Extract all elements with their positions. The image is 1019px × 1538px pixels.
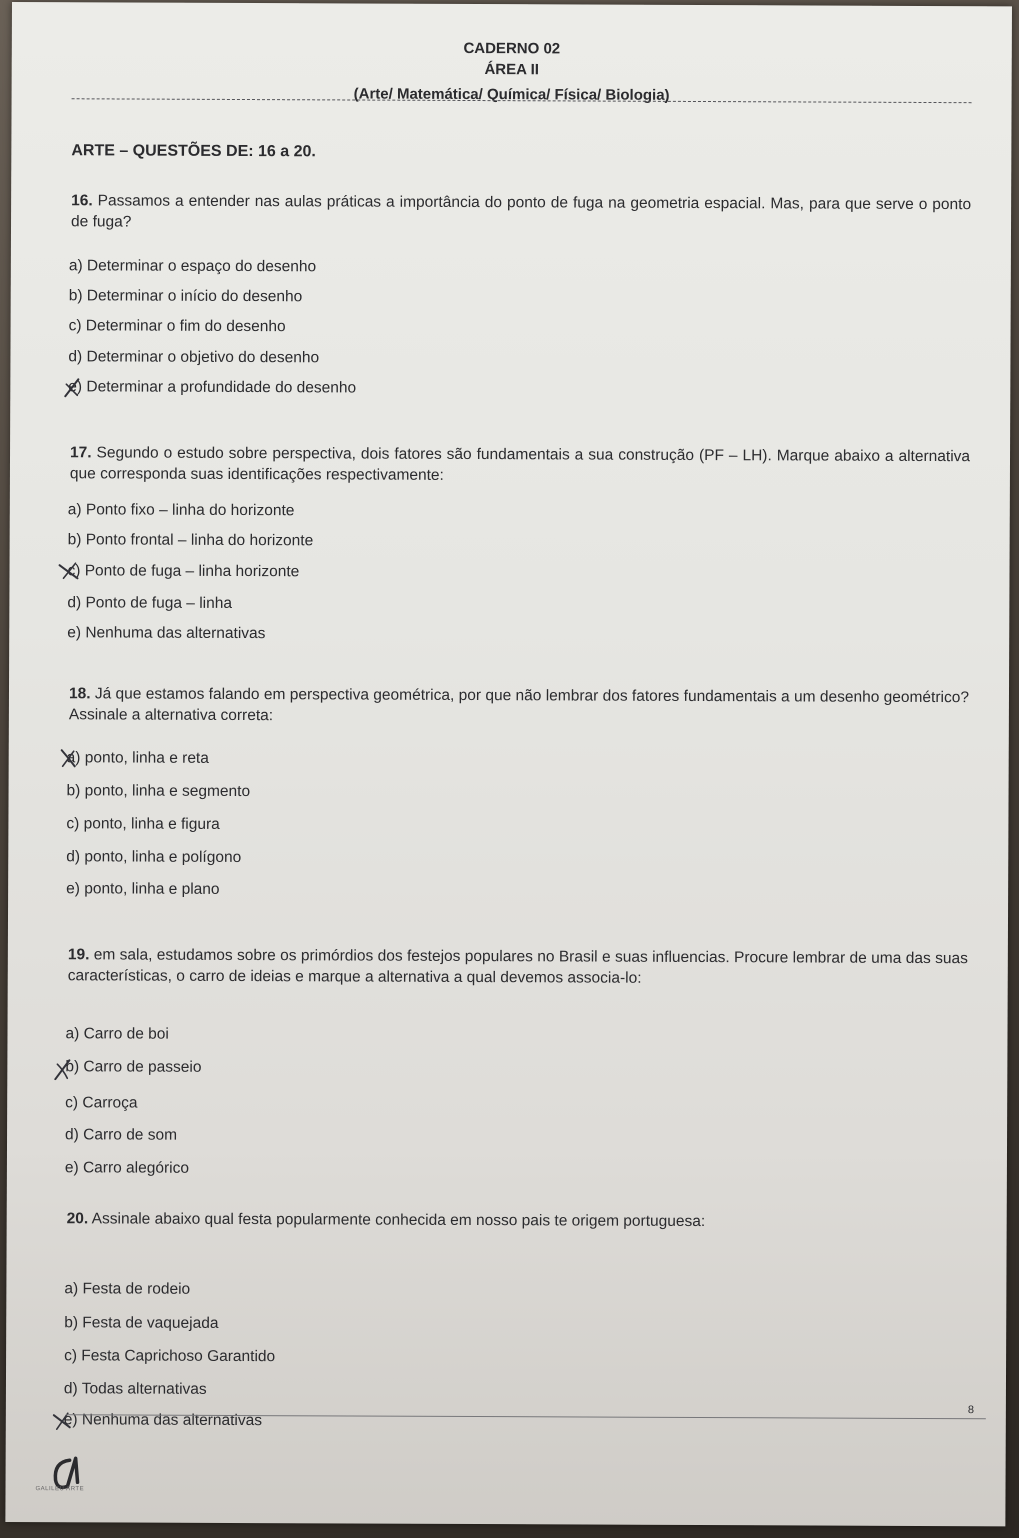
question-number: 19. (67, 946, 90, 964)
q19-option-a[interactable]: a) Carro de boi (65, 1025, 169, 1043)
logo-caption: GALILEU ARTE (35, 1486, 85, 1493)
q17-option-a[interactable]: a) Ponto fixo – linha do horizonte (67, 501, 295, 520)
question-19-text (68, 944, 968, 990)
question-17-text (70, 442, 970, 488)
q20-option-a[interactable]: a) Festa de rodeio (64, 1280, 191, 1298)
q16-option-e[interactable]: e) Determinar a profundidade do desenho (68, 378, 357, 397)
q16-option-d[interactable]: d) Determinar o objetivo do desenho (68, 348, 320, 367)
question-statement: Segundo o estudo sobre perspectiva, dois fatores são fundamentais a sua construção (PF – LH). Marque abaixo a alternativa que corresponda suas identificações respectivamente: (69, 444, 971, 484)
q19-option-c[interactable]: c) Carroça (65, 1094, 138, 1112)
q20-option-c[interactable]: c) Festa Caprichoso Garantido (64, 1347, 276, 1366)
q18-option-d[interactable]: d) ponto, linha e polígono (66, 848, 242, 867)
q20-option-d[interactable]: d) Todas alternativas (63, 1380, 207, 1398)
q18-option-b[interactable]: b) ponto, linha e segmento (66, 782, 251, 801)
question-number: 20. (66, 1210, 89, 1228)
question-18-text (69, 683, 969, 729)
q18-option-c[interactable]: c) ponto, linha e figura (66, 815, 220, 833)
q17-option-d[interactable]: d) Ponto de fuga – linha (67, 594, 233, 612)
q16-option-c[interactable]: c) Determinar o fim do desenho (68, 317, 286, 336)
q19-option-e[interactable]: e) Carro alegórico (64, 1159, 190, 1177)
q16-option-a[interactable]: a) Determinar o espaço do desenho (68, 257, 317, 276)
exam-sheet (5, 2, 1012, 1526)
school-logo-icon (47, 1452, 87, 1502)
q17-option-b[interactable]: b) Ponto frontal – linha do horizonte (67, 531, 314, 550)
q17-option-e[interactable]: e) Nenhuma das alternativas (67, 624, 266, 643)
area-title: ÁREA II (484, 61, 539, 79)
question-statement: em sala, estudamos sobre os primórdios dos festejos populares no Brasil e suas influencias. Procure lembrar de uma das suas características, o carro de ideias e marque a alternativa a qual devemos associa-lo: (67, 946, 968, 987)
q19-option-b[interactable]: b) Carro de passeio (65, 1058, 202, 1076)
question-statement: Já que estamos falando em perspectiva geométrica, por que não lembrar dos fatores fundamentais a um desenho geométrico? Assinale a alternativa correta: (68, 685, 970, 725)
question-16-text (71, 190, 971, 236)
question-statement: Passamos a entender nas aulas práticas a importância do ponto de fuga na geometria espacial. Mas, para que serve o ponto de fuga? (71, 192, 972, 231)
question-number: 17. (69, 444, 92, 462)
page-number: 8 (967, 1404, 975, 1417)
subjects-subtitle: (Arte/ Matemática/ Química/ Física/ Biologia) (353, 85, 670, 104)
q16-option-b[interactable]: b) Determinar o início do desenho (68, 287, 303, 306)
q18-option-e[interactable]: e) ponto, linha e plano (66, 880, 220, 898)
booklet-title: CADERNO 02 (463, 39, 561, 58)
q19-option-d[interactable]: d) Carro de som (65, 1126, 178, 1144)
question-number: 16. (71, 192, 93, 210)
question-20-text (67, 1208, 967, 1233)
question-statement: Assinale abaixo qual festa popularmente conhecida em nosso pais te origem portuguesa: (88, 1210, 706, 1231)
q18-option-a[interactable]: a) ponto, linha e reta (66, 749, 209, 767)
q17-option-c[interactable]: c) Ponto de fuga – linha horizonte (67, 562, 300, 581)
q20-option-e[interactable]: e) Nenhuma das alternativas (63, 1411, 263, 1430)
section-title: ARTE – QUESTÕES DE: 16 a 20. (71, 142, 316, 161)
q20-option-b[interactable]: b) Festa de vaquejada (64, 1314, 219, 1332)
question-number: 18. (68, 685, 91, 703)
